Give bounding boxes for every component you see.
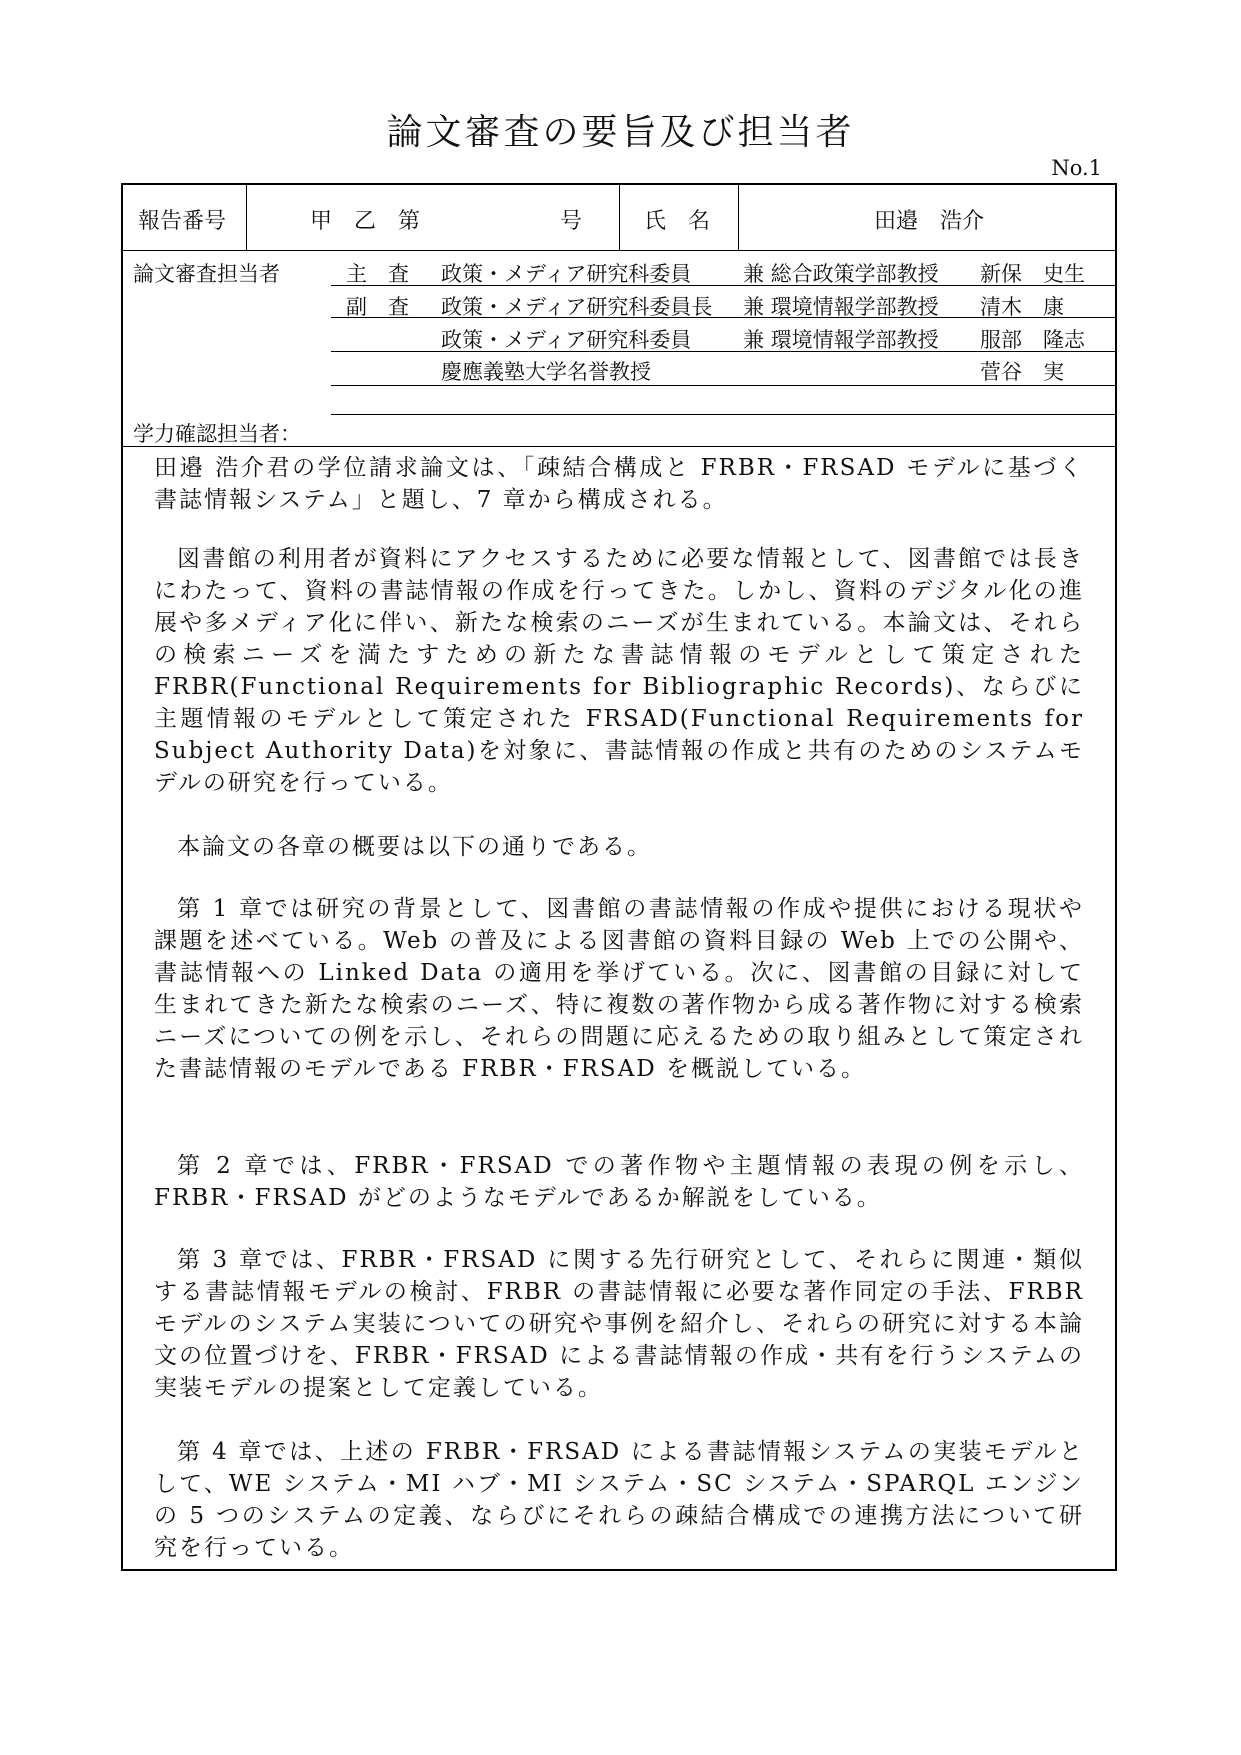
examiner-concurrent: 兼 環境情報学部教授 [743, 295, 939, 319]
candidate-name: 田邉 浩介 [874, 209, 985, 234]
report-no-gou: 号 [560, 209, 583, 234]
examiner-row-divider [331, 385, 1117, 386]
examiner-role: 主 査 [346, 262, 409, 286]
report-no-dai: 第 [398, 209, 421, 234]
examiner-role: 副 査 [346, 295, 409, 319]
header-divider [246, 183, 247, 250]
summary-paragraph: 第 3 章では、FRBR・FRSAD に関する先行研究として、それらに関連・類似する書誌情報モデルの検討、FRBR の書誌情報に必要な著作同定の手法、FRBR モデルのシステム実装についての研究や事例を紹介し、それらの研究に対する本論文の位置づけを、FRBR・FRSAD による書誌情報の作成・共有を行うシステムの実装モデルの提案として定義している。 [154, 1247, 1084, 1401]
report-no-kou: 甲 [310, 209, 333, 234]
summary-paragraph: 第 2 章では、FRBR・FRSAD での著作物や主題情報の表現の例を示し、FRBR・FRSAD がどのようなモデルであるか解説をしている。 [154, 1153, 1084, 1211]
examiners-label: 論文審査担当者 [133, 262, 280, 286]
document-number: No.1 [1051, 156, 1102, 180]
summary-paragraph: 図書館の利用者が資料にアクセスするために必要な情報として、図書館では長きにわたって、資料の書誌情報の作成を行ってきた。しかし、資料のデジタル化の進展や多メディア化に伴い、新たな検索のニーズが生まれている。本論文は、それらの検索ニーズを満たすための新たな書誌情報のモデルとして策定された FRBR(Functional Requirements for Bibliographic Records)、ならびに主題情報のモデルとして策定された FRSAD(Functional Requirements for Subject Authority Data)を対象に、書誌情報の作成と共有のためのシステムモデルの研究を行っている。 [154, 546, 1084, 796]
examiner-position: 政策・メディア研究科委員 [441, 262, 692, 286]
summary-paragraph: 田邉 浩介君の学位請求論文は、「疎結合構成と FRBR・FRSAD モデルに基づく書誌情報システム」と題し、7 章から構成される。 [154, 455, 1084, 513]
header-row-divider [121, 250, 1117, 251]
summary-paragraph: 第 4 章では、上述の FRBR・FRSAD による書誌情報システムの実装モデルとして、WE システム・MI ハブ・MI システム・SC システム・SPARQL エンジンの 5 つのシステムの定義、ならびにそれらの疎結合構成での連携方法について研究を行っている。 [154, 1439, 1084, 1561]
summary-divider [121, 446, 1117, 447]
examiner-name: 服部 隆志 [980, 328, 1085, 352]
examiner-position: 慶應義塾大学名誉教授 [441, 360, 651, 384]
scholastic-examiner-label: 学力確認担当者： [133, 422, 301, 446]
examiner-position: 政策・メディア研究科委員長 [441, 295, 713, 319]
header-divider [619, 183, 620, 250]
examiner-name: 新保 史生 [980, 262, 1085, 286]
summary-paragraph: 本論文の各章の概要は以下の通りである。 [177, 834, 652, 860]
summary-paragraph: 第 1 章では研究の背景として、図書館の書誌情報の作成や提供における現状や課題を述べている。Web の普及による図書館の資料目録の Web 上での公開や、書誌情報への Linked Data の適用を挙げている。次に、図書館の目録に対して生まれてきた新たな検索のニーズ、特に複数の著作物から成る著作物に対する検索ニーズについての例を示し、それらの問題に応えるための取り組みとして策定された書誌情報のモデルである FRBR・FRSAD を概説している。 [154, 896, 1084, 1082]
examiner-concurrent: 兼 総合政策学部教授 [743, 262, 939, 286]
examiner-row-divider [331, 317, 1117, 318]
name-label: 氏 名 [644, 209, 711, 234]
examiner-row-divider [331, 414, 1117, 415]
examiner-name: 清木 康 [980, 295, 1064, 319]
examiner-name: 菅谷 実 [980, 360, 1064, 384]
examiner-position: 政策・メディア研究科委員 [441, 328, 692, 352]
report-no-label: 報告番号 [138, 209, 227, 234]
examiner-concurrent: 兼 環境情報学部教授 [743, 328, 939, 352]
examiner-row-divider [331, 285, 1117, 286]
report-no-otsu: 乙 [354, 209, 377, 234]
header-divider [738, 183, 739, 250]
page-title: 論文審査の要旨及び担当者 [386, 112, 855, 153]
examiner-row-divider [331, 351, 1117, 352]
